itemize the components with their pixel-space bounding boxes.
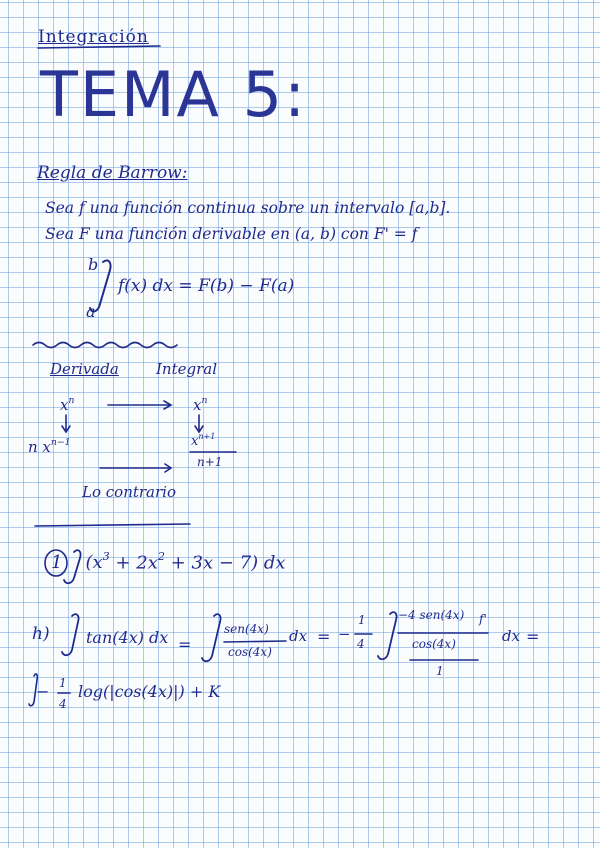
equals-3: = [526,627,540,646]
integral-rule-numerator: $x^{n+1}$ [191,432,216,450]
equals-1: = [178,635,192,654]
integral-lower-limit: a [86,302,96,321]
section-heading-barrow: Regla de Barrow: [37,163,188,183]
f-prime-annotation: f' [479,612,487,626]
fraction-1-denominator: cos(4x) [228,645,272,659]
subject-heading: Integración [38,27,149,47]
result-expression: log(|cos(4x)|) + K [78,682,221,701]
exercise-1: 1 $(x^3 + 2x^2 + 3x - 7)$ dx [51,550,286,574]
power-left: $x^n$ [60,395,75,414]
wavy-divider [33,343,177,348]
exercise-h-label: h) [32,624,50,644]
fraction-1-numerator: sen(4x) [224,622,269,636]
integral-upper-limit: b [88,255,99,274]
barrow-statement-2: Sea F una función derivable en (a, b) con F' = f [45,225,418,243]
result-quarter-denominator: 4 [59,697,67,711]
power-right: $x^n$ [193,395,208,414]
fraction-2-numerator: −4 sen(4x) [398,608,465,622]
barrow-formula: f(x) dx = F(b) − F(a) [118,276,295,296]
result-quarter-numerator: 1 [59,676,67,690]
section-divider [35,524,190,526]
exercise-h-integrand: tan(4x) dx [86,628,169,647]
barrow-statement-1: Sea f una función continua sobre un intervalo [a,b]. [45,199,451,217]
fraction-2-denominator: cos(4x) [412,637,456,651]
dx-1: dx [289,627,308,645]
derivada-label: Derivada [50,360,119,378]
fraction-bar-1 [224,641,286,642]
integral-label: Integral [156,360,218,378]
lo-contrario-label: Lo contrario [82,483,176,501]
result-minus: − [36,682,50,701]
derivative-rule: n $x^{n-1}$ [28,437,71,456]
integral-rule-denominator: n+1 [197,455,223,469]
integral-sign-3 [378,612,397,659]
fraction-3-denominator: 1 [436,664,444,678]
minus-sign: − [338,625,351,643]
quarter-numerator: 1 [358,613,366,627]
equals-2: = [317,627,331,646]
dx-2: dx [502,627,521,645]
quarter-denominator: 4 [357,637,365,651]
integral-sign-2 [202,614,221,661]
integral-sign-exh [62,614,79,655]
page-title: TEMA 5: [40,58,307,131]
